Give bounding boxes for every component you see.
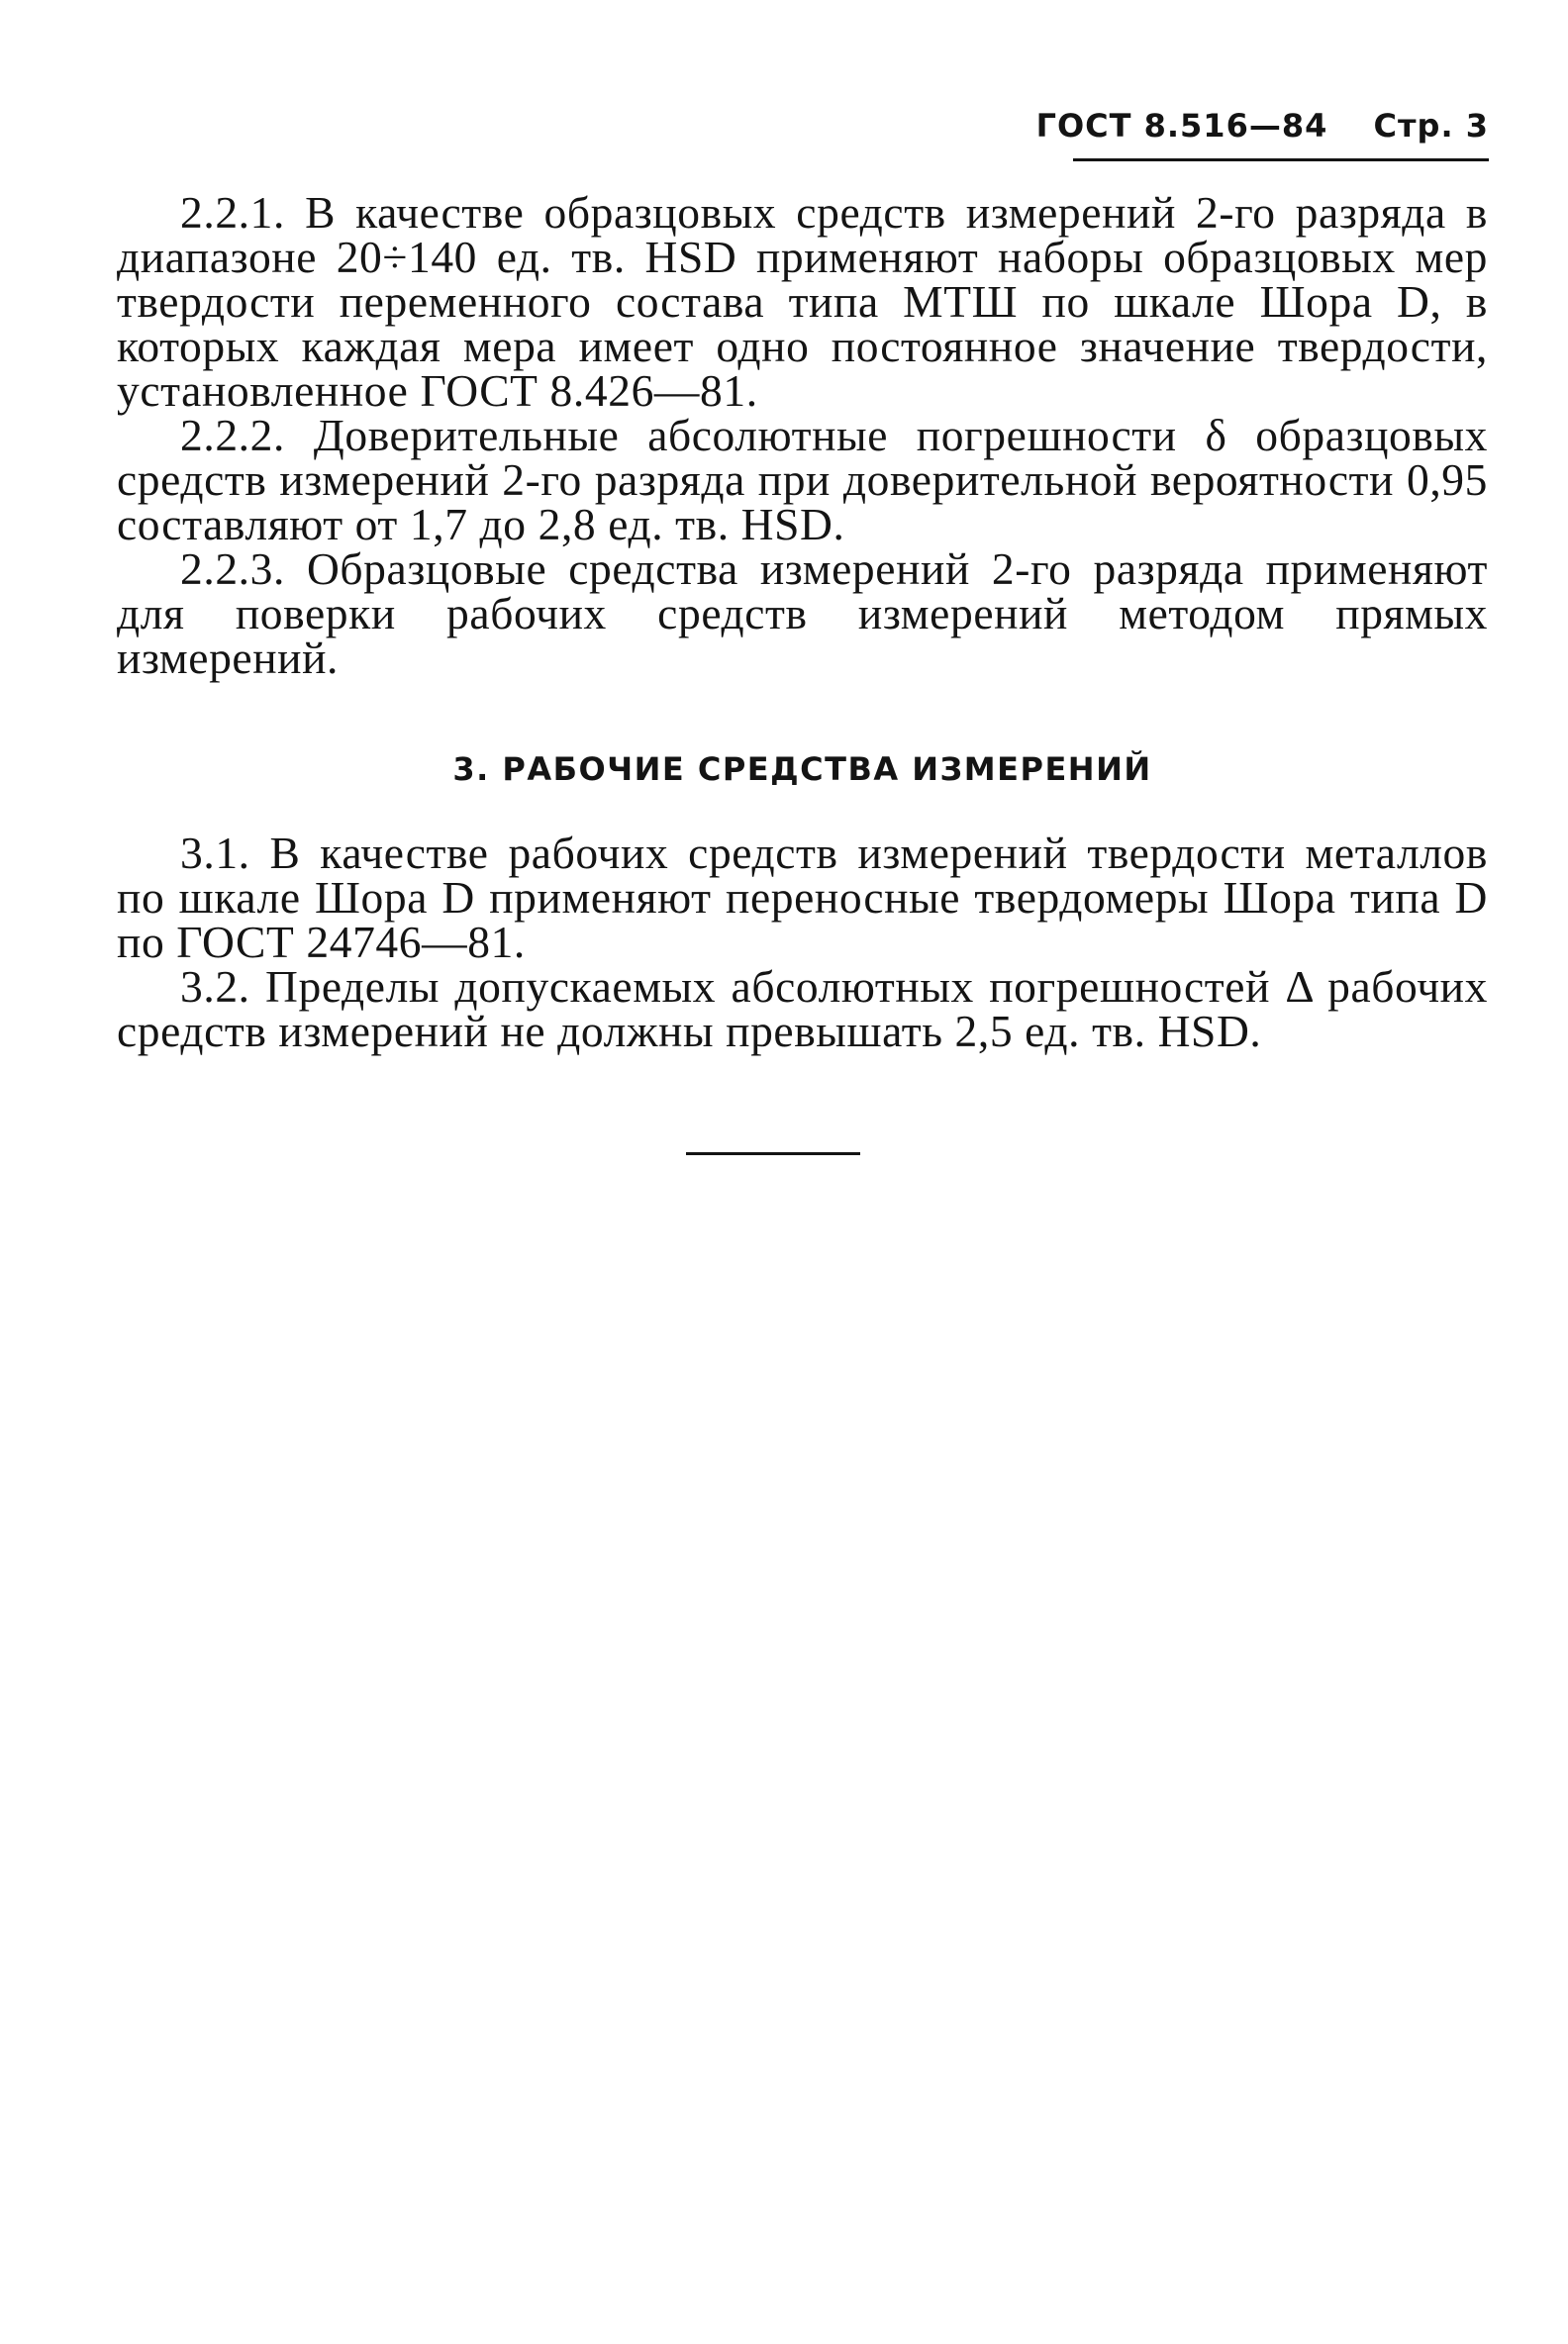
document-body [117, 187, 1488, 1056]
paragraph-2-2-3: 2.2.3. Образцовые средства измерений 2-го разряда применяют для поверки рабочих средств измерений методом прямых измерений. [117, 543, 1488, 683]
paragraph-3-1: 3.1. В качестве рабочих средств измерений твердости металлов по шкале Шора D применяют переносные твердомеры Шора типа D по ГОСТ 24746—81. [117, 828, 1488, 967]
page-number: Стр. 3 [1373, 107, 1489, 145]
standard-number: ГОСТ 8.516—84 [1035, 107, 1328, 145]
paragraph-2-2-1: 2.2.1. В качестве образцовых средств измерений 2-го разряда в диапазоне 20÷140 ед. тв. HSD применяют наборы образцовых мер твердости переменного состава типа МТШ по шкале Шора D, в которых каждая мера имеет одно постоянное значение твердости, установленное ГОСТ 8.426—81. [117, 187, 1488, 416]
end-rule [686, 1152, 860, 1155]
paragraph-2-2-2: 2.2.2. Доверительные абсолютные погрешности δ образцовых средств измерений 2-го разряда при доверительной вероятности 0,95 составляют от 1,7 до 2,8 ед. тв. HSD. [117, 410, 1488, 549]
section-title: 3. РАБОЧИЕ СРЕДСТВА ИЗМЕРЕНИЙ [452, 750, 1152, 788]
paragraph-3-2: 3.2. Пределы допускаемых абсолютных погрешностей Δ рабочих средств измерений не должны превышать 2,5 ед. тв. HSD. [117, 961, 1488, 1056]
header-rule [1073, 158, 1489, 161]
page-header [1036, 107, 1489, 145]
